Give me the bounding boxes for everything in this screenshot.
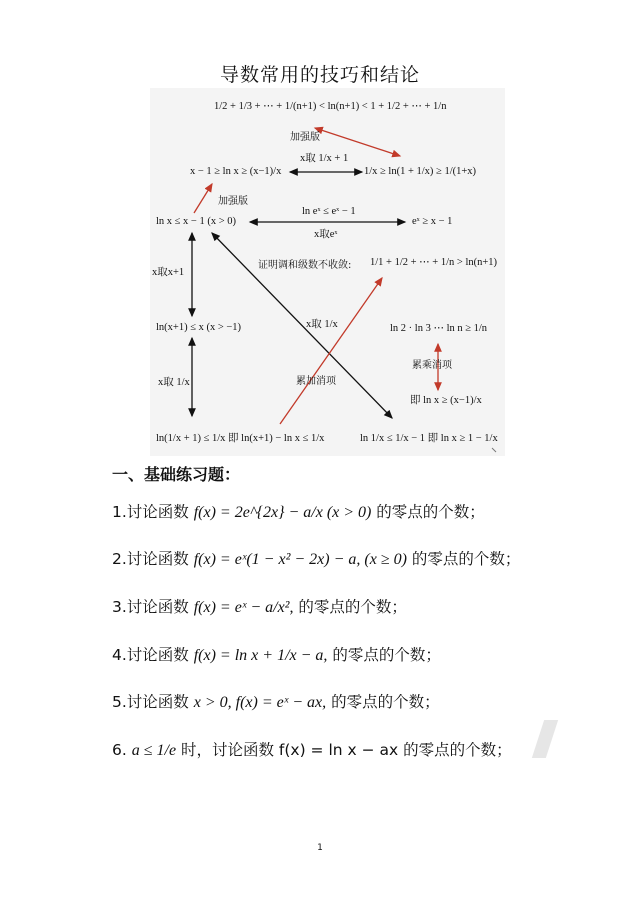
problem-4-suffix: 的零点的个数； xyxy=(327,646,441,664)
conclusion-diagram xyxy=(150,88,505,456)
left-ineq-1: x − 1 ≥ ln x ≥ (x−1)/x xyxy=(190,166,282,177)
problem-1-math: f(x) = 2e^{2x} − a/x (x > 0) xyxy=(193,504,372,521)
problem-4-math: f(x) = ln x + 1/x − a, xyxy=(193,647,328,664)
corner-mark xyxy=(492,448,496,452)
arrow-leijia xyxy=(280,278,382,424)
problem-1-suffix: 的零点的个数； xyxy=(371,503,485,521)
problem-5-suffix: 的零点的个数； xyxy=(326,693,440,711)
problem-6-prefix: 6. xyxy=(112,741,132,759)
problem-6 xyxy=(112,738,512,760)
problem-2 xyxy=(112,547,520,569)
page-number: 1 xyxy=(317,843,323,853)
left-ineq-3: ln(x+1) ≤ x (x > −1) xyxy=(156,322,242,333)
harmonic-label: 证明调和级数不收敛: xyxy=(258,260,352,271)
right-ineq-2: eˣ ≥ x − 1 xyxy=(412,216,453,227)
problem-3-prefix: 3.讨论函数 xyxy=(112,598,194,616)
problem-6-math: a ≤ 1/e xyxy=(131,742,177,759)
problem-5-math: x > 0, f(x) = eˣ − ax, xyxy=(193,694,327,711)
label-leicheng: 累乘消项 xyxy=(412,360,452,371)
right-ineq-4: 即 ln x ≥ (x−1)/x xyxy=(410,395,482,406)
x-take-x-plus-1: x取x+1 xyxy=(152,267,185,278)
problem-2-prefix: 2.讨论函数 xyxy=(112,550,194,568)
right-ineq-1: 1/x ≥ ln(1 + 1/x) ≥ 1/(1+x) xyxy=(364,166,477,177)
problem-1 xyxy=(112,500,485,522)
problem-2-math: f(x) = eˣ(1 − x² − 2x) − a, (x ≥ 0) xyxy=(193,551,407,568)
x-take-1x-plus-1: x取 1/x + 1 xyxy=(300,153,349,164)
problem-1-prefix: 1.讨论函数 xyxy=(112,503,194,521)
bottom-right-ineq: ln 1/x ≤ 1/x − 1 即 ln x ≥ 1 − 1/x xyxy=(360,433,498,444)
problem-2-suffix: 的零点的个数； xyxy=(406,550,521,568)
problem-3-math: f(x) = eˣ − a/x², xyxy=(193,599,294,616)
problem-5 xyxy=(112,690,440,712)
harmonic-ineq: 1/1 + 1/2 + ⋯ + 1/n > ln(n+1) xyxy=(370,257,498,268)
mid-ineq: ln eˣ ≤ eˣ − 1 xyxy=(302,206,356,217)
label-jiaqiang-1: 加强版 xyxy=(290,132,320,143)
scan-artifact xyxy=(532,720,558,758)
problem-6-suffix: 时，讨论函数 f(x) = ln x − ax 的零点的个数； xyxy=(176,741,512,759)
product-ineq: ln 2 · ln 3 ⋯ ln n ≥ 1/n xyxy=(390,323,488,334)
arrow-left2-left1 xyxy=(194,184,212,213)
page-title: 导数常用的技巧和结论 xyxy=(219,64,420,86)
problem-4 xyxy=(112,643,441,665)
problem-5-prefix: 5.讨论函数 xyxy=(112,693,194,711)
top-inequality: 1/2 + 1/3 + ⋯ + 1/(n+1) < ln(n+1) < 1 + 1/2 + ⋯ + 1/n xyxy=(214,101,447,112)
left-ineq-2: ln x ≤ x − 1 (x > 0) xyxy=(156,216,237,227)
x-take-ex: x取eˣ xyxy=(314,229,338,240)
label-leijia: 累加消项 xyxy=(296,376,336,387)
bottom-left-ineq: ln(1/x + 1) ≤ 1/x 即 ln(x+1) − ln x ≤ 1/x xyxy=(156,433,325,444)
problem-3-suffix: 的零点的个数； xyxy=(293,598,407,616)
section-heading: 一、基础练习题： xyxy=(112,465,241,484)
problem-4-prefix: 4.讨论函数 xyxy=(112,646,194,664)
label-jiaqiang-2: 加强版 xyxy=(218,196,248,207)
x-take-1-over-x-2: x取 1/x xyxy=(158,377,190,388)
x-take-1-over-x: x取 1/x xyxy=(306,319,338,330)
problem-3 xyxy=(112,595,407,617)
